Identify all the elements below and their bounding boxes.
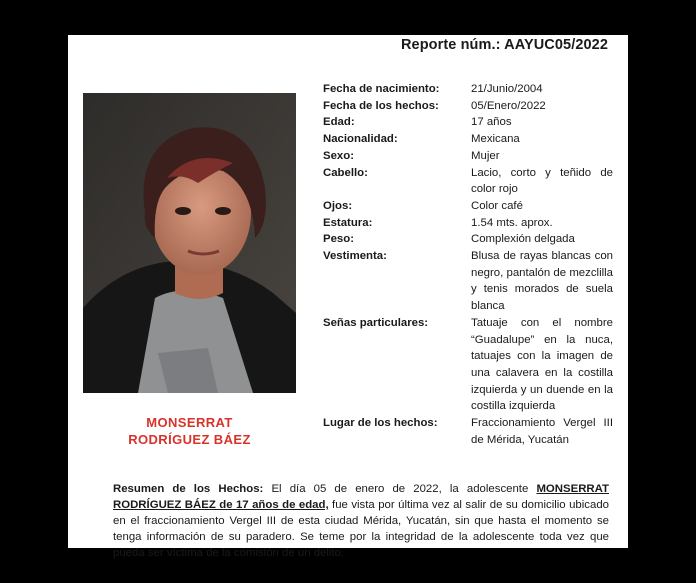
detail-row [323, 415, 613, 448]
detail-value: Complexión delgada [471, 233, 575, 246]
summary-text-2: fue vista por última vez al salir de su domicilio ubicado en el fraccionamiento Vergel III de esta ciudad Mérida, Yucatán, sin que hasta el momento se tenga información de su paradero. Se teme por la integridad de la adolescente toda vez que pueda ser víctima de la comisión de un delito. [113, 499, 609, 559]
detail-value: Mexicana [471, 133, 520, 146]
detail-row [323, 98, 613, 115]
alert-sheet [68, 35, 628, 559]
detail-label: Lugar de los hechos: [323, 417, 438, 430]
detail-label: Ojos: [323, 199, 353, 212]
detail-label: Fecha de los hechos: [323, 99, 439, 112]
detail-row [323, 231, 613, 248]
detail-label: Fecha de nacimiento: [323, 83, 440, 95]
detail-value: 1.54 mts. aprox. [471, 216, 553, 229]
detail-row [323, 131, 613, 148]
detail-value: 21/Junio/2004 [471, 83, 543, 95]
detail-row [323, 248, 613, 315]
detail-value: Lacio, corto y teñido de color rojo [471, 166, 613, 196]
summary-paragraph [113, 481, 609, 561]
detail-label: Sexo: [323, 149, 355, 162]
person-photo [83, 93, 296, 393]
summary-person-name: MONSERRAT RODRÍGUEZ BÁEZ de 17 años de edad, [113, 483, 609, 511]
details-table [323, 81, 613, 448]
summary-label: Resumen de los Hechos: [113, 483, 264, 495]
detail-label: Vestimenta: [323, 250, 387, 263]
detail-value: Blusa de rayas blancas con negro, pantalón de mezclilla y tenis morados de suela blanca [471, 250, 613, 313]
detail-label: Edad: [323, 116, 355, 129]
detail-row [323, 165, 613, 198]
person-name-line1: MONSERRAT [146, 415, 233, 430]
detail-label: Estatura: [323, 216, 373, 229]
report-number: Reporte núm.: AAYUC05/2022 [400, 37, 608, 53]
detail-row [323, 148, 613, 165]
detail-value: Color café [471, 199, 523, 212]
detail-value: 17 años [471, 116, 512, 129]
detail-value: Fraccionamiento Vergel III de Mérida, Yucatán [471, 417, 613, 446]
summary-text-1: El día 05 de enero de 2022, la adolescente [263, 483, 537, 495]
detail-row [323, 215, 613, 232]
detail-row [323, 114, 613, 131]
detail-label: Nacionalidad: [323, 133, 398, 146]
detail-label: Cabello: [323, 166, 368, 179]
detail-value: 05/Enero/2022 [471, 99, 546, 112]
detail-value: Mujer [471, 149, 500, 162]
detail-row [323, 81, 613, 98]
detail-label: Peso: [323, 233, 355, 246]
detail-label: Señas particulares: [323, 316, 429, 329]
detail-row [323, 198, 613, 215]
detail-row [323, 315, 613, 415]
detail-value: Tatuaje con el nombre “Guadalupe” en la nuca, tatuajes con la imagen de una calavera en la costilla izquierda y un duende en la costilla izquierda [471, 316, 613, 413]
person-name-line2: RODRÍGUEZ BÁEZ [128, 432, 251, 447]
